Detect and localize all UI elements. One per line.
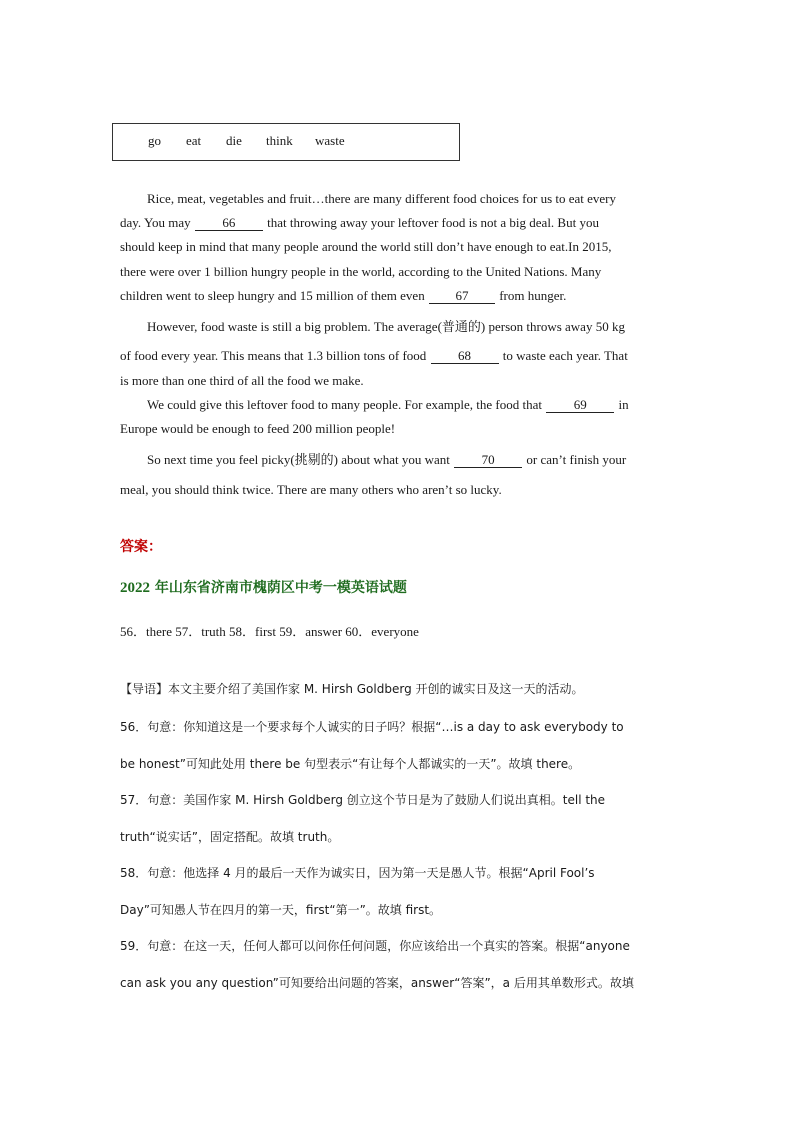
blank-67[interactable]: 67 — [429, 289, 495, 304]
explanation-line: Day”可知愚人节在四月的第一天，first“第一”。故填 first。 — [120, 903, 442, 917]
passage-line: So next time you feel picky(挑剔的) about what you want 70 or can’t finish your — [147, 452, 627, 467]
word-bank-item: think — [266, 133, 293, 148]
source-title — [120, 577, 407, 597]
blank-66[interactable]: 66 — [195, 216, 263, 231]
explanation-line: 58．句意：他选择 4 月的最后一天作为诚实日，因为第一天是愚人节。根据“April Fool’s — [120, 866, 595, 880]
word-bank-item: go — [148, 133, 161, 148]
passage-line: children went to sleep hungry and 15 million of them even 67 from hunger. — [120, 288, 567, 303]
passage-line: meal, you should think twice. There are many others who aren’t so lucky. — [120, 482, 502, 497]
explanation-line: 59．句意：在这一天，任何人都可以问你任何问题，你应该给出一个真实的答案。根据“anyone — [120, 939, 630, 953]
answer-label: 答案： — [120, 539, 162, 555]
blank-70[interactable]: 70 — [454, 453, 522, 468]
passage-line: Europe would be enough to feed 200 million people! — [120, 421, 396, 436]
word-bank-box — [112, 123, 460, 161]
passage-line: is more than one third of all the food we make. — [120, 373, 364, 388]
passage-line: of food every year. This means that 1.3 billion tons of food 68 to waste each year. That — [120, 348, 628, 363]
explanation-line: 57．句意：美国作家 M. Hirsh Goldberg 创立这个节日是为了鼓励人们说出真相。tell the — [120, 793, 606, 807]
explanation-line: truth“说实话”，固定搭配。故填 truth。 — [120, 830, 340, 844]
explanation-line: be honest”可知此处用 there be 句型表示“有让每个人都诚实的一天”。故填 there。 — [120, 757, 581, 771]
passage-line: Rice, meat, vegetables and fruit…there are many different food choices for us to eat every — [147, 191, 617, 206]
passage-line: However, food waste is still a big problem. The average(普通的) person throws away 50 kg — [147, 319, 625, 334]
passage-line: there were over 1 billion hungry people in the world, according to the United Nations. Many — [120, 264, 602, 279]
explanation-line: can ask you any question”可知要给出问题的答案，answer“答案”，a 后用其单数形式。故填 — [120, 976, 634, 990]
answers-line: 56．there 57．truth 58．first 59．answer 60．everyone — [120, 624, 419, 639]
blank-69[interactable]: 69 — [546, 398, 614, 413]
passage-line: should keep in mind that many people around the world still don’t have enough to eat.In 2015, — [120, 239, 612, 254]
explanation-line: 56．句意：你知道这是一个要求每个人诚实的日子吗？根据“…is a day to ask everybody to — [120, 720, 624, 734]
word-bank-item: die — [226, 133, 242, 148]
source-name: 年山东省济南市槐荫区中考一模英语试题 — [154, 580, 407, 596]
explanation-intro: 【导语】本文主要介绍了美国作家 M. Hirsh Goldberg 开创的诚实日及这一天的活动。 — [120, 682, 584, 696]
passage-line: We could give this leftover food to many people. For example, the food that 69 in — [147, 397, 629, 412]
blank-68[interactable]: 68 — [431, 349, 499, 364]
word-bank-item: eat — [186, 133, 202, 148]
passage-line: day. You may 66 that throwing away your leftover food is not a big deal. But you — [120, 215, 599, 230]
source-year: 2022 — [120, 580, 150, 596]
word-bank-item: waste — [315, 133, 345, 148]
